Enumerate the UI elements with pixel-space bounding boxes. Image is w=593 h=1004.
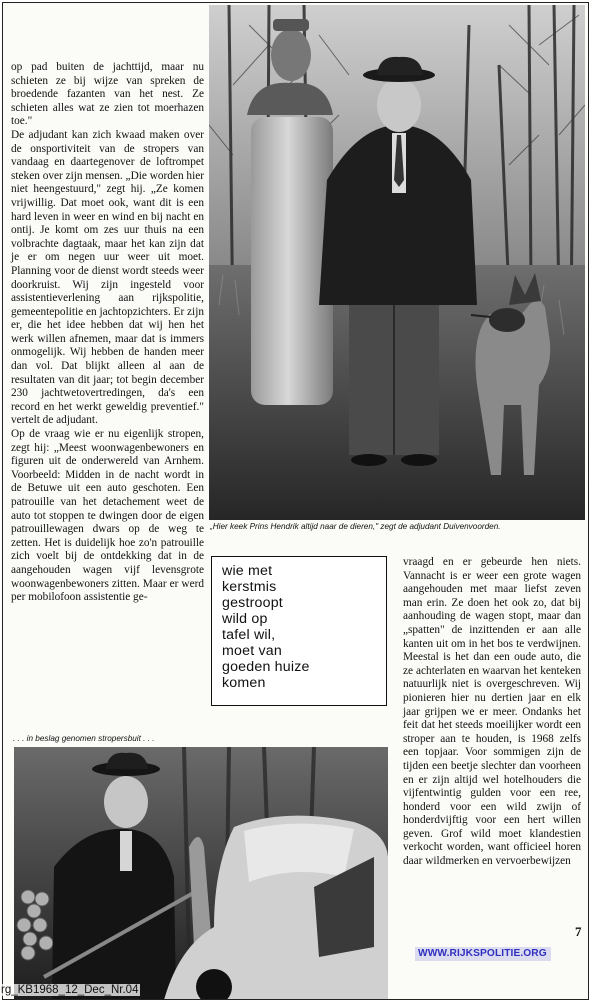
pull-quote-line: kerstmis bbox=[222, 579, 277, 595]
magazine-page bbox=[2, 2, 589, 1000]
article-column-2 bbox=[403, 556, 581, 869]
pull-quote-box bbox=[211, 556, 387, 706]
pull-quote-line: tafel wil, bbox=[222, 627, 276, 643]
article-column-1 bbox=[11, 61, 204, 605]
photo-illustration bbox=[209, 5, 585, 520]
pull-quote-line: komen bbox=[222, 675, 266, 691]
article-paragraph: De adjudant kan zich kwaad maken over de onsportiviteit van de stropers van vandaag en daartegenover de loftrompet steken over zijn mensen. „Die worden hier niet heengestuurd," zegt hij. „Ze komen vrijwillig. Dat moet ook, want dit is een hard leven in weer en wind en bij nacht en ontij. Je komt om zes uur thuis na een volbrachte dagtaak, maar het kan zijn dat je er om negen uur weer uit moet. Planning voor de dienst wordt steeds weer doorkruist. Wij zijn ingesteld voor assistentieverlening aan rijkspolitie, gemeentepolitie en jachtopzichters. Er zijn er, die het idee hebben dat wij hen het werk willen afnemen, maar dat is immers onmogelijk. Wij hebben de handen meer dan vol. Dat blijkt alleen al aan de resultaten van dit jaar; tot begin december 230 jachtwetovertredingen, da's een record en het werkt geweldig preventief." vertelt de adjudant. bbox=[11, 128, 204, 427]
photo-illustration bbox=[14, 747, 388, 1000]
article-paragraph: vraagd en er gebeurde hen niets. Vannacht is er weer een grote wagen aangehouden met maar liefst zeven man erin. Ze doen het ook zo, dat bij aanhouding de wagen stopt, maar dan „spatten" de inzittenden er aan alle kanten uit om in het bos te verdwijnen. Meestal is het dan een oude auto, die ze achterlaten en waarvan het kenteken natuurlijk niet is overgeschreven. Wij pionieren hier nu dertien jaar en elk jaar grijpen we er meer. Ondanks het feit dat het steeds moeilijker wordt een stroper aan te houden, is 1968 zelfs een topjaar. Voor sommigen zijn de tijden een beetje slechter dan voorheen en er zijn altijd wel hotelhouders die vijfentwintig gulden voor een ree, honderd voor een wild zwijn of honderdvijftig voor een hert willen geven. Grof wild moet klandestien verkocht worden, want officieel horen daar wildmerken en vervoerbewijzen bbox=[403, 556, 581, 868]
archive-identifier: rg_KB1968_12_Dec_Nr.04 bbox=[1, 984, 139, 996]
pull-quote-line: wie met bbox=[222, 563, 273, 579]
photo-caption-bottom: . . . in beslag genomen stropersbuit . . . bbox=[13, 734, 155, 743]
photo-caption-top: „Hier keek Prins Hendrik altijd naar de dieren," zegt de adjudant Duivenvoorden. bbox=[210, 522, 501, 531]
pull-quote-line: gestroopt bbox=[222, 595, 283, 611]
watermark-url: WWW.RIJKSPOLITIE.ORG bbox=[415, 947, 551, 961]
article-paragraph: op pad buiten de jachttijd, maar nu schieten ze bij wijze van spreken de broedende fazanten van het nest. Ze schieten alles wat ze zien tot moerhazen toe." bbox=[11, 61, 204, 128]
pull-quote-line: goeden huize bbox=[222, 659, 310, 675]
pull-quote-line: wild op bbox=[222, 611, 268, 627]
photo-confiscated-game bbox=[14, 747, 388, 1000]
article-paragraph: Op de vraag wie er nu eigenlijk stropen, zegt hij: „Meest woonwagenbewoners en figuren uit de onderwereld van Arnhem. Voorbeeld: Midden in de nacht wordt in de Betuwe uit een auto geschoten. Een patrouille van het detachement weet de auto tot stoppen te dwingen door de eigen patrouillewagen dwars op de weg te zetten. Het is duidelijk hoe zo'n patrouille zich voelt bij de ontdekking dat in de aangehouden wagen vijf levensgrote woonwagenbewoners zitten. Maar er werd per mobilofoon assistentie ge- bbox=[11, 428, 204, 604]
pull-quote-line: moet van bbox=[222, 643, 282, 659]
page-number: 7 bbox=[575, 924, 582, 939]
photo-adjudant-with-dog bbox=[209, 5, 585, 520]
